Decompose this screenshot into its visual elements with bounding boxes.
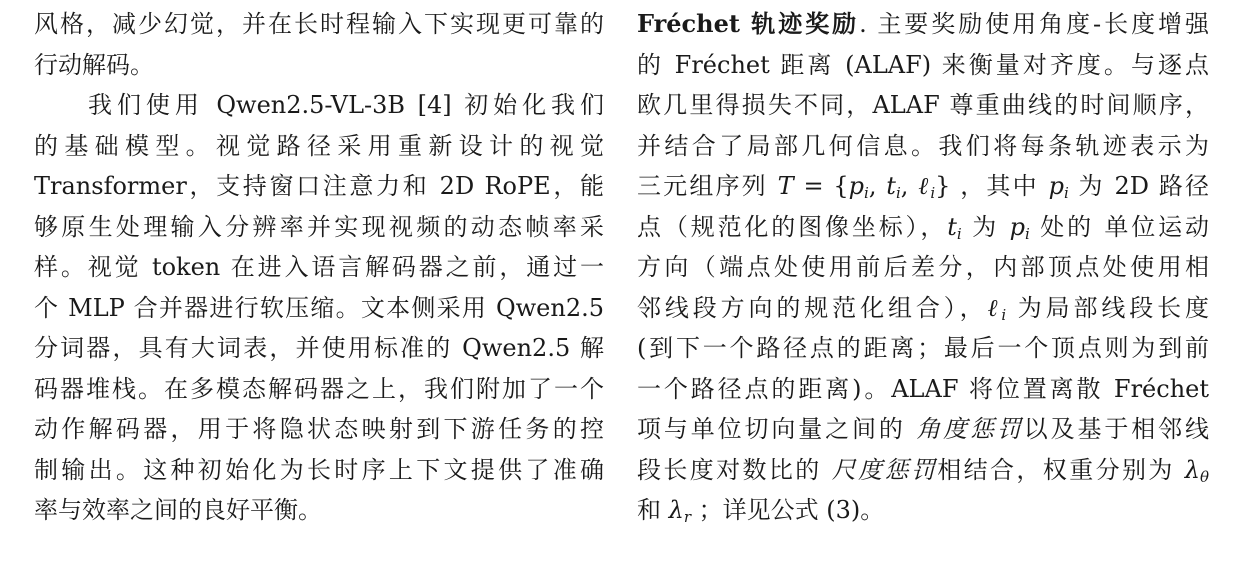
math-subscript: r (683, 508, 692, 526)
paragraph-line: 分词器，具有大词表，并使用标准的 Qwen2.5 解 (34, 334, 604, 362)
paragraph-line: 一个路径点的距离)。ALAF 将位置离散 Fréchet (637, 374, 1209, 403)
paragraph-line: 欧几里得损失不同，ALAF 尊重曲线的时间顺序， (637, 91, 1209, 119)
paragraph-line (637, 409, 1209, 450)
right-column (637, 4, 1209, 531)
math-symbol: p (1048, 172, 1064, 200)
paragraph-line (637, 490, 1209, 531)
line-text: 三元组序列 (637, 172, 778, 200)
paragraph-line: 样。视觉 token 在进入语言解码器之前，通过一 (34, 253, 604, 281)
line-text: ，其中 (950, 172, 1049, 200)
paragraph-line: Transformer，支持窗口注意力和 2D RoPE，能 (34, 172, 604, 200)
math-subscript: i (930, 184, 936, 202)
paragraph-line: 行动解码。 (34, 50, 154, 79)
line-text: 为 2D 路径 (1068, 172, 1209, 200)
line-text: 为局部线段长度 (1006, 293, 1209, 322)
emphasis-text: 尺度惩罚 (831, 455, 938, 484)
math-subscript: i (864, 184, 869, 202)
line-text: ；详见公式 (3)。 (691, 496, 885, 524)
math-symbol: t (886, 172, 896, 200)
line-text: 处的 单位运动 (1029, 212, 1209, 241)
line-text: 和 (637, 496, 669, 524)
paragraph-line (637, 166, 1209, 207)
paragraph-line: (到下一个路径点的距离；最后一个顶点则为到前 (637, 334, 1209, 362)
paragraph-line: 方向（端点处使用前后差分，内部顶点处使用相 (637, 253, 1209, 281)
paragraph-line: 的 Fréchet 距离 (ALAF) 来衡量对齐度。与逐点 (637, 50, 1209, 79)
paragraph-line: 率与效率之间的良好平衡。 (34, 496, 322, 524)
paragraph-line: 码器堆栈。在多模态解码器之上，我们附加了一个 (34, 374, 604, 403)
emphasis-text: 角度惩罚 (916, 415, 1024, 443)
left-column (34, 4, 604, 531)
math-symbol: λ (1184, 455, 1200, 484)
line-text: 为 (961, 212, 1010, 241)
math-symbol: p (848, 172, 865, 200)
math-symbol: , (868, 172, 887, 200)
math-symbol: } (935, 172, 951, 200)
math-symbol: ℓ (987, 293, 1002, 322)
math-subscript: i (1001, 305, 1007, 324)
math-symbol: ℓ (918, 172, 931, 200)
line-text: 项与单位切向量之间的 (637, 415, 917, 443)
paragraph-line: 并结合了局部几何信息。我们将每条轨迹表示为 (637, 131, 1209, 160)
paragraph-line: 制输出。这种初始化为长时序上下文提供了准确 (34, 455, 604, 484)
line-text: 邻线段方向的规范化组合）， (637, 293, 988, 322)
line-text: 点（规范化的图像坐标）， (637, 212, 948, 241)
math-symbol: p (1009, 212, 1025, 241)
math-symbol: = { (793, 172, 849, 200)
paragraph-line (637, 4, 1209, 45)
math-subscript: i (1063, 184, 1069, 202)
math-symbol: λ (668, 496, 684, 524)
paragraph-line: 动作解码器，用于将隐状态映射到下游任务的控 (34, 415, 604, 443)
math-symbol: , (900, 172, 919, 200)
line-text: 段长度对数比的 (637, 455, 832, 484)
line-text: 相结合，权重分别为 (937, 455, 1185, 484)
paragraph-line: 我们使用 Qwen2.5-VL-3B [4] 初始化我们 (88, 91, 604, 119)
line-text: . 主要奖励使用角度-长度增强 (859, 10, 1209, 38)
line-text: 以及基于相邻线 (1023, 415, 1209, 443)
section-heading: Fréchet 轨迹奖励 (637, 9, 860, 38)
paragraph-line: 的基础模型。视觉路径采用重新设计的视觉 (34, 131, 604, 160)
math-subscript: i (1024, 224, 1030, 243)
paragraph-line (637, 288, 1209, 329)
paragraph-line: 个 MLP 合并器进行软压缩。文本侧采用 Qwen2.5 (34, 293, 604, 322)
math-subscript: i (895, 184, 901, 202)
paragraph-line: 风格，减少幻觉，并在长时程输入下实现更可靠的 (34, 10, 604, 38)
math-symbol: T (777, 172, 794, 200)
paragraph-line (637, 207, 1209, 248)
math-symbol: t (947, 212, 957, 241)
paragraph-line: 够原生处理输入分辨率并实现视频的动态帧率采 (34, 212, 604, 241)
math-subscript: θ (1199, 467, 1209, 486)
math-subscript: i (956, 224, 962, 243)
paragraph-line (637, 450, 1209, 491)
